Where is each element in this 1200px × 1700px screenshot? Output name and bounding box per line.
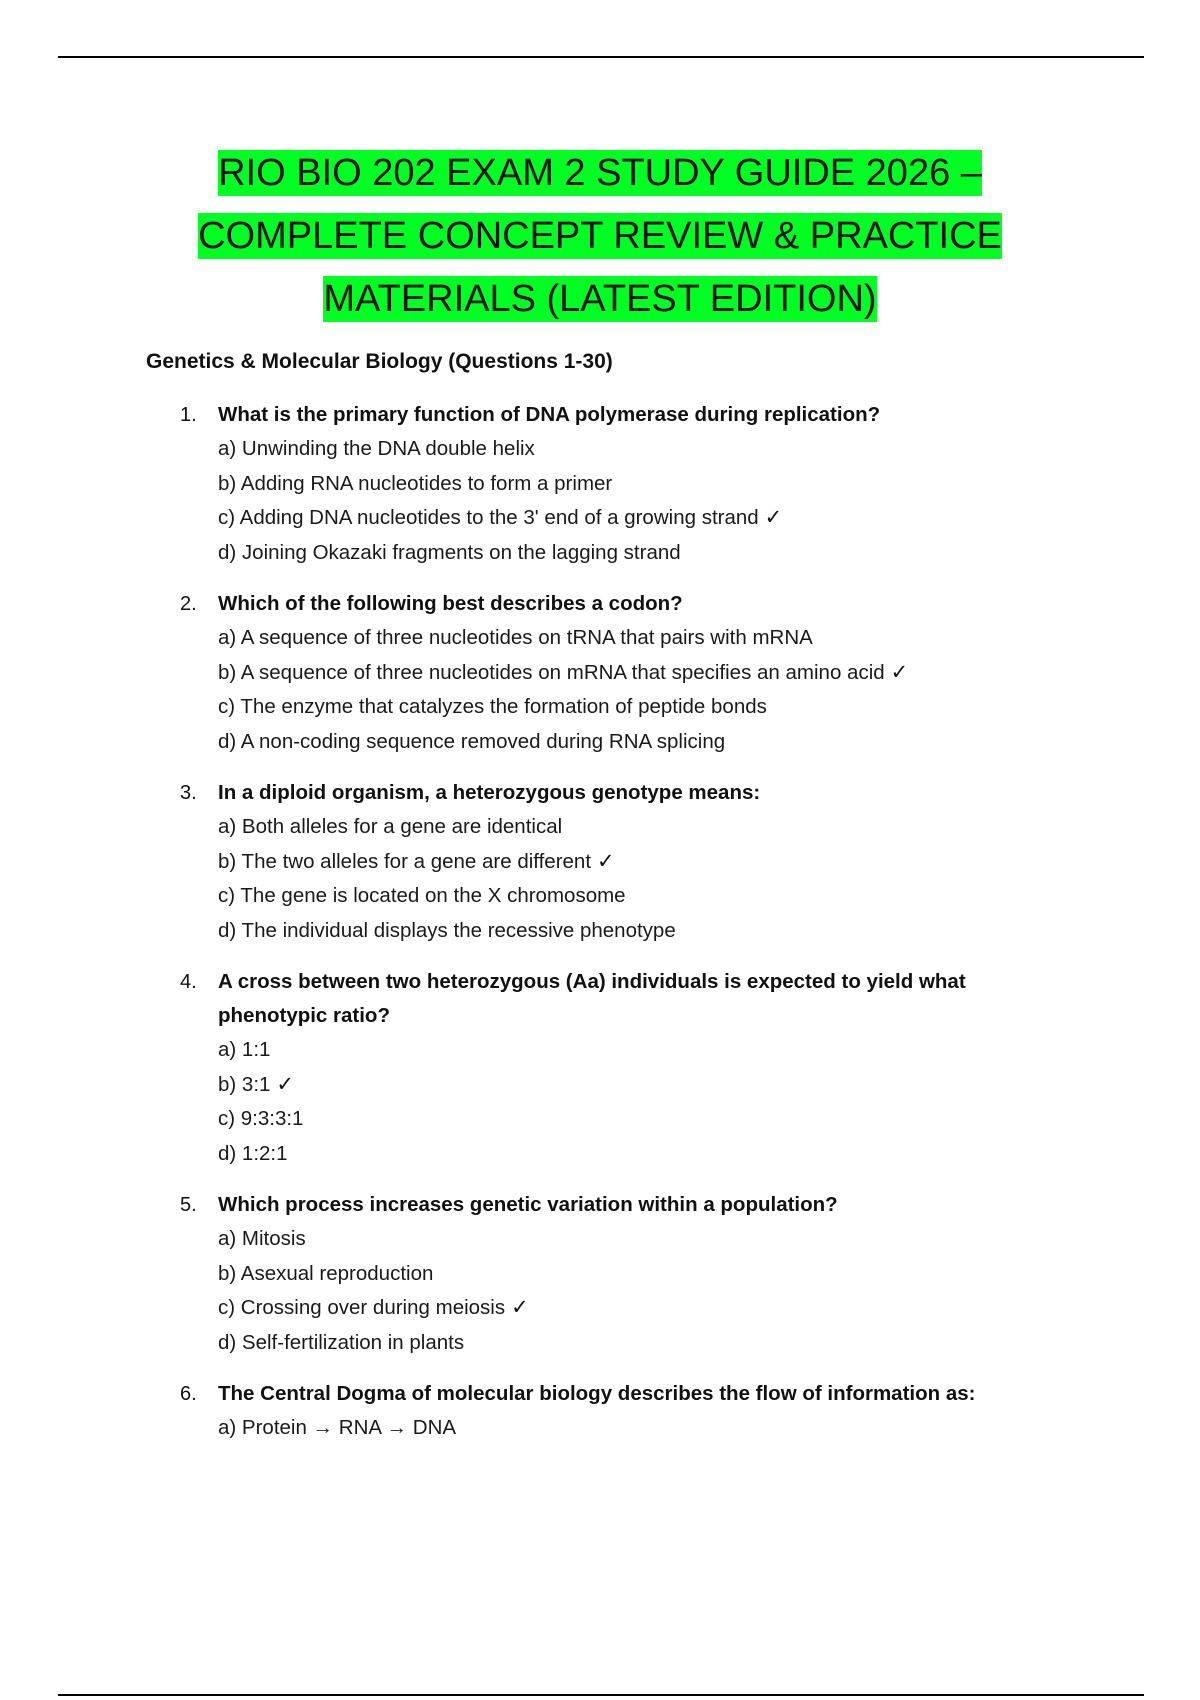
option-text: b) Adding RNA nucleotides to form a primer <box>218 471 613 495</box>
checkmark-icon: ✓ <box>764 506 783 529</box>
answer-option <box>218 1326 1200 1361</box>
answer-option <box>218 1137 1200 1172</box>
question-text: Which process increases genetic variation within a population? <box>218 1193 838 1216</box>
option-list <box>0 810 1200 948</box>
section-heading: Genetics & Molecular Biology (Questions 1-30) <box>146 350 613 373</box>
option-text: d) Self-fertilization in plants <box>218 1330 465 1354</box>
question-text: Which of the following best describes a codon? <box>218 592 683 615</box>
document-title <box>100 142 1100 331</box>
answer-option-correct <box>218 656 1200 691</box>
answer-option-correct <box>218 845 1200 880</box>
option-text: c) Crossing over during meiosis <box>218 1296 506 1319</box>
option-text: d) Joining Okazaki fragments on the lagging strand <box>218 540 681 564</box>
option-text: d) A non-coding sequence removed during RNA splicing <box>218 729 726 753</box>
question-header <box>0 1188 1200 1222</box>
answer-option <box>218 810 1200 845</box>
answer-option-correct <box>218 1068 1200 1103</box>
answer-option <box>218 1257 1200 1292</box>
option-text: d) 1:2:1 <box>218 1141 288 1165</box>
answer-option <box>218 1102 1200 1137</box>
checkmark-icon: ✓ <box>890 660 909 684</box>
title-line-3: MATERIALS (LATEST EDITION) <box>323 278 877 320</box>
question-item <box>0 1377 1200 1446</box>
option-text: a) A sequence of three nucleotides on tRNA that pairs with mRNA <box>218 626 813 649</box>
question-number: 5. <box>180 1194 197 1216</box>
answer-option <box>218 432 1200 467</box>
option-list <box>0 1411 1200 1446</box>
answer-option <box>218 879 1200 914</box>
answer-option <box>218 467 1200 502</box>
option-list <box>0 1222 1200 1360</box>
question-text: The Central Dogma of molecular biology describes the flow of information as: <box>218 1382 976 1405</box>
option-list <box>0 621 1200 759</box>
question-item <box>0 965 1200 1171</box>
question-text: What is the primary function of DNA polymerase during replication? <box>218 403 881 426</box>
answer-option <box>218 914 1200 949</box>
answer-option <box>218 536 1200 571</box>
option-text: a) Both alleles for a gene are identical <box>218 815 563 838</box>
question-header <box>0 776 1200 810</box>
question-item <box>0 398 1200 570</box>
option-text: a) Mitosis <box>218 1227 306 1250</box>
question-number: 3. <box>180 782 197 804</box>
question-number: 1. <box>180 404 197 426</box>
answer-option <box>218 690 1200 725</box>
answer-option <box>218 725 1200 760</box>
question-text: A cross between two heterozygous (Aa) individuals is expected to yield what phenotypic ratio? <box>218 970 966 1027</box>
option-text: b) A sequence of three nucleotides on mRNA that specifies an amino acid <box>218 660 885 684</box>
option-text: c) Adding DNA nucleotides to the 3' end of a growing strand <box>218 506 759 529</box>
answer-option <box>218 621 1200 656</box>
option-list <box>0 1033 1200 1171</box>
option-text: b) 3:1 <box>218 1072 271 1096</box>
question-header <box>0 587 1200 621</box>
question-list <box>0 398 1200 1463</box>
option-text: c) The enzyme that catalyzes the formation of peptide bonds <box>218 695 767 718</box>
top-rule <box>58 56 1144 58</box>
question-item <box>0 776 1200 948</box>
answer-option <box>218 1411 1200 1446</box>
checkmark-icon: ✓ <box>511 1296 529 1319</box>
option-list <box>0 432 1200 570</box>
option-text: a) Unwinding the DNA double helix <box>218 437 535 460</box>
question-item <box>0 587 1200 759</box>
option-text: d) The individual displays the recessive phenotype <box>218 918 676 942</box>
checkmark-icon: ✓ <box>276 1072 295 1096</box>
question-number: 2. <box>180 593 197 615</box>
answer-option-correct <box>218 1291 1200 1326</box>
question-header <box>0 965 1200 1033</box>
question-header <box>0 1377 1200 1411</box>
option-text: c) The gene is located on the X chromosome <box>218 884 626 907</box>
option-text: a) 1:1 <box>218 1038 271 1061</box>
option-text: a) Protein → RNA → DNA <box>218 1416 457 1439</box>
option-text: b) The two alleles for a gene are different <box>218 849 592 873</box>
option-text: b) Asexual reproduction <box>218 1261 434 1285</box>
question-item <box>0 1188 1200 1360</box>
checkmark-icon: ✓ <box>597 849 615 873</box>
bottom-rule <box>58 1694 1144 1696</box>
answer-option <box>218 1033 1200 1068</box>
question-header <box>0 398 1200 432</box>
title-line-1: RIO BIO 202 EXAM 2 STUDY GUIDE 2026 – <box>218 152 982 194</box>
answer-option <box>218 1222 1200 1257</box>
question-number: 4. <box>180 971 197 993</box>
question-number: 6. <box>180 1383 197 1405</box>
question-text: In a diploid organism, a heterozygous genotype means: <box>218 781 761 804</box>
answer-option-correct <box>218 501 1200 536</box>
option-text: c) 9:3:3:1 <box>218 1107 304 1130</box>
title-line-2: COMPLETE CONCEPT REVIEW & PRACTICE <box>198 215 1002 257</box>
